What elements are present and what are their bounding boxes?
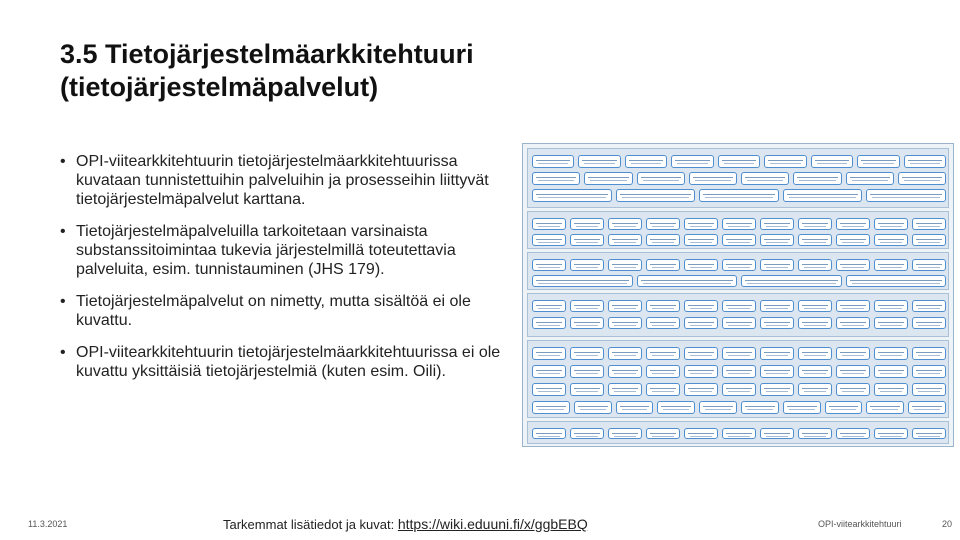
diagram-service-box [912,234,946,246]
diagram-service-box [836,218,870,230]
diagram-service-box [608,383,642,396]
diagram-service-box [684,428,718,439]
diagram-service-box [798,383,832,396]
wiki-link[interactable]: https://wiki.eduuni.fi/x/ggbEBQ [397,516,588,532]
diagram-service-box [912,259,946,271]
diagram-service-box [646,259,680,271]
diagram-service-box [722,365,756,378]
diagram-service-box [722,428,756,439]
diagram-service-box [699,401,737,414]
diagram-service-box [646,218,680,230]
diagram-service-box [798,347,832,360]
diagram-service-box [912,428,946,439]
diagram-service-box [570,218,604,230]
diagram-service-box [912,218,946,230]
bullet-list [60,152,520,394]
diagram-service-box [783,401,821,414]
bullet-icon: • [60,153,66,170]
bullet-icon: • [60,293,66,310]
diagram-service-box [570,259,604,271]
diagram-service-box [760,347,794,360]
diagram-service-box [783,189,863,202]
diagram-service-box [657,401,695,414]
bullet-item: • OPI-viitearkkitehtuurin tietojärjestelmäarkkitehtuurissa ei ole kuvattu yksittäisiä tietojärjestelmiä (kuten esim. Oili). [60,344,501,380]
diagram-service-box [722,300,756,312]
diagram-service-box [722,234,756,246]
diagram-service-box [836,365,870,378]
diagram-service-box [608,300,642,312]
diagram-section [527,211,949,249]
diagram-service-box [874,234,908,246]
diagram-section [527,148,949,208]
diagram-service-box [798,317,832,329]
diagram-service-box [857,155,899,168]
diagram-service-box [646,234,680,246]
diagram-service-box [798,428,832,439]
diagram-section [527,252,949,290]
diagram-service-box [836,317,870,329]
bullet-item: • Tietojärjestelmäpalvelut on nimetty, mutta sisältöä ei ole kuvattu. [60,293,471,329]
diagram-service-box [722,317,756,329]
diagram-service-box [798,300,832,312]
diagram-service-box [570,300,604,312]
diagram-service-box [570,347,604,360]
diagram-service-box [741,275,842,287]
diagram-service-box [722,259,756,271]
diagram-service-box [741,172,789,185]
diagram-service-box [608,259,642,271]
diagram-service-box [836,347,870,360]
diagram-service-box [684,365,718,378]
diagram-service-box [912,383,946,396]
diagram-service-box [825,401,863,414]
diagram-service-box [722,347,756,360]
diagram-service-box [836,259,870,271]
diagram-service-box [532,401,570,414]
diagram-service-box [912,300,946,312]
diagram-service-box [532,365,566,378]
diagram-service-box [646,383,680,396]
diagram-service-box [836,383,870,396]
diagram-service-box [578,155,620,168]
diagram-service-box [898,172,946,185]
diagram-service-box [699,189,779,202]
diagram-service-box [912,317,946,329]
diagram-service-box [874,347,908,360]
diagram-service-box [836,428,870,439]
diagram-service-box [625,155,667,168]
diagram-section [527,421,949,444]
diagram-service-box [574,401,612,414]
diagram-service-box [616,189,696,202]
diagram-service-box [646,365,680,378]
diagram-service-box [760,365,794,378]
diagram-service-box [646,347,680,360]
diagram-service-box [684,218,718,230]
diagram-service-box [722,218,756,230]
diagram-service-box [760,317,794,329]
diagram-section [527,293,949,337]
diagram-service-box [912,347,946,360]
diagram-service-box [760,300,794,312]
diagram-service-box [646,317,680,329]
diagram-service-box [836,300,870,312]
diagram-service-box [798,259,832,271]
diagram-service-box [570,234,604,246]
diagram-service-box [608,347,642,360]
diagram-service-box [684,347,718,360]
diagram-service-box [532,428,566,439]
diagram-service-box [846,172,894,185]
diagram-service-box [637,172,685,185]
page-number: 20 [942,519,953,529]
diagram-service-box [608,317,642,329]
diagram-service-box [874,383,908,396]
bullet-item: • OPI-viitearkkitehtuurin tietojärjestelmäarkkitehtuurissa kuvataan tunnistettuihin palveluihin ja prosesseihin liittyvät tietojärjestelmäpalvelut karttana. [60,153,489,208]
diagram-service-box [684,317,718,329]
diagram-service-box [532,383,566,396]
diagram-service-box [584,172,632,185]
diagram-service-box [684,234,718,246]
diagram-service-box [874,218,908,230]
diagram-service-box [646,300,680,312]
diagram-service-box [836,234,870,246]
diagram-service-box [760,234,794,246]
diagram-service-box [689,172,737,185]
diagram-service-box [760,259,794,271]
diagram-service-box [532,259,566,271]
architecture-diagram-image [522,143,954,447]
diagram-service-box [532,189,612,202]
diagram-service-box [874,428,908,439]
diagram-service-box [846,275,947,287]
diagram-service-box [741,401,779,414]
diagram-service-box [608,234,642,246]
diagram-service-box [532,275,633,287]
slide-title [60,38,680,104]
diagram-section [527,340,949,418]
diagram-service-box [684,300,718,312]
diagram-service-box [570,383,604,396]
diagram-service-box [616,401,654,414]
diagram-service-box [866,401,904,414]
diagram-service-box [764,155,806,168]
diagram-service-box [793,172,841,185]
diagram-service-box [532,172,580,185]
bullet-icon: • [60,344,66,361]
bullet-item: • Tietojärjestelmäpalveluilla tarkoitetaan varsinaista substanssitoimintaa tukevia järjestelmillä toteutettavia palveluita, esim. tunnistauminen (JHS 179). [60,223,456,278]
diagram-service-box [798,365,832,378]
diagram-service-box [684,259,718,271]
diagram-service-box [532,317,566,329]
diagram-service-box [866,189,946,202]
diagram-service-box [570,365,604,378]
diagram-service-box [608,428,642,439]
footer-org: OPI-viitearkkitehtuuri [818,519,902,529]
diagram-service-box [798,234,832,246]
diagram-service-box [874,365,908,378]
diagram-service-box [646,428,680,439]
diagram-service-box [874,300,908,312]
bullet-icon: • [60,223,66,240]
diagram-service-box [532,155,574,168]
diagram-service-box [811,155,853,168]
footer-info-text: Tarkemmat lisätiedot ja kuvat: [223,517,398,532]
title-line-2: (tietojärjestelmäpalvelut) [60,71,379,102]
diagram-service-box [608,218,642,230]
diagram-service-box [760,383,794,396]
diagram-service-box [912,365,946,378]
diagram-service-box [908,401,946,414]
diagram-service-box [532,347,566,360]
diagram-service-box [637,275,738,287]
title-line-1: 3.5 Tietojärjestelmäarkkitehtuuri [60,39,474,69]
diagram-service-box [874,259,908,271]
diagram-service-box [798,218,832,230]
diagram-service-box [608,365,642,378]
diagram-service-box [722,383,756,396]
diagram-service-box [570,428,604,439]
diagram-service-box [532,218,566,230]
diagram-service-box [760,428,794,439]
diagram-service-box [532,300,566,312]
diagram-service-box [718,155,760,168]
diagram-service-box [904,155,946,168]
footer-date: 11.3.2021 [28,519,68,529]
diagram-service-box [671,155,713,168]
diagram-service-box [684,383,718,396]
diagram-service-box [532,234,566,246]
diagram-service-box [570,317,604,329]
diagram-service-box [760,218,794,230]
diagram-service-box [874,317,908,329]
footer-info [223,516,588,532]
